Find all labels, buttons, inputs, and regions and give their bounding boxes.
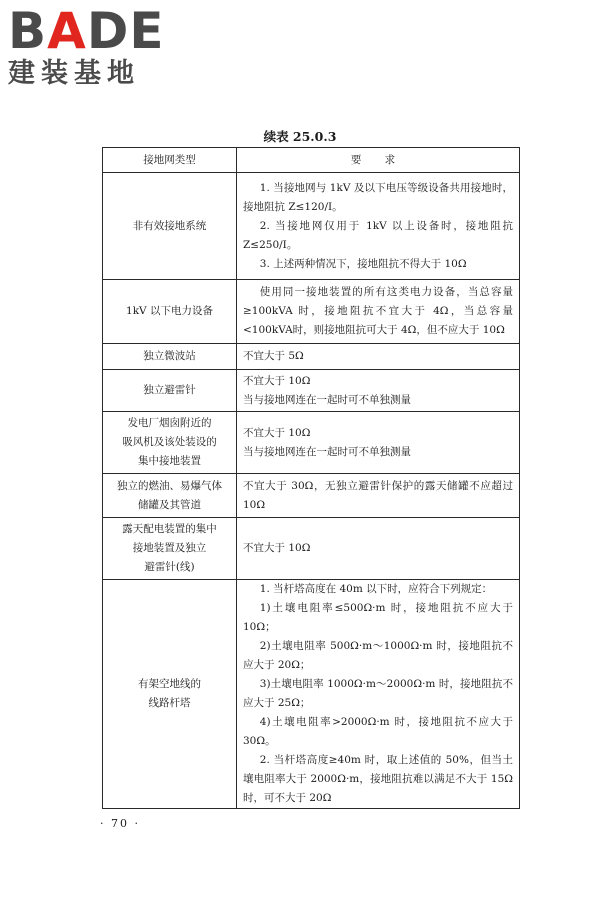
grounding-type-cell — [103, 518, 237, 580]
grounding-type-line: 吸风机及该处装设的 — [122, 436, 217, 448]
page-number: · 70 · — [100, 817, 140, 830]
table-row — [103, 370, 520, 412]
requirement-cell — [237, 518, 520, 580]
logo-wordmark: BADE — [8, 2, 165, 60]
table-row — [103, 344, 520, 370]
table-row — [103, 580, 520, 809]
requirement-line: 不宜大于 10Ω — [243, 426, 311, 439]
requirement-cell — [237, 173, 520, 280]
requirement-line: 1)土壤电阻率≤500Ω·m 时，接地阻抗不应大于 10Ω； — [243, 602, 513, 633]
grounding-type-cell — [103, 370, 237, 412]
table-caption: 续表 25.0.3 — [263, 129, 337, 144]
grounding-type-line: 露天配电装置的集中 — [122, 523, 217, 535]
requirement-line: 不宜大于 10Ω — [243, 542, 311, 554]
grounding-type-line: 避雷针(线) — [144, 561, 195, 573]
grounding-type-line: 独立的燃油、易爆气体 — [117, 479, 222, 492]
grounding-type-cell — [103, 280, 237, 344]
grounding-type-line: 线路杆塔 — [148, 697, 191, 709]
requirement-line: 当与接地网连在一起时可不单独测量 — [243, 393, 411, 406]
table-row — [103, 474, 520, 518]
grounding-type-cell — [103, 412, 237, 474]
requirement-cell — [237, 580, 520, 809]
requirement-line: 3)土壤电阻率 1000Ω·m～2000Ω·m 时，接地阻抗不应大于 25Ω； — [243, 678, 513, 709]
table-row — [103, 173, 520, 280]
requirement-line: 不宜大于 30Ω，无独立避雷针保护的露天储罐不应超过 10Ω — [243, 479, 513, 511]
requirement-line: 3. 上述两种情况下，接地阻抗不得大于 10Ω — [259, 257, 467, 270]
requirement-cell — [237, 344, 520, 370]
grounding-type-line: 集中接地装置 — [138, 455, 201, 467]
requirement-line: 1. 当杆塔高度在 40m 以下时，应符合下列规定： — [259, 583, 493, 595]
table-row — [103, 518, 520, 580]
requirement-line: 使用同一接地装置的所有这类电力设备，当总容量≥100kVA 时，接地阻抗不宜大于 4Ω，当总容量<100kVA时，则接地阻抗可大于 4Ω，但不应大于 10Ω — [243, 286, 513, 336]
grounding-type-line: 储罐及其管道 — [138, 498, 201, 511]
grounding-type-cell — [103, 173, 237, 280]
requirement-line: 不宜大于 10Ω — [243, 374, 311, 387]
brand-logo — [8, 2, 188, 90]
table-row — [103, 412, 520, 474]
logo-subtitle: 建装基地 — [8, 58, 140, 89]
grounding-type-line: 独立避雷针 — [143, 384, 196, 396]
grounding-type-line: 1kV 以下电力设备 — [126, 305, 213, 317]
grounding-type-line: 接地装置及独立 — [132, 542, 207, 554]
requirement-line: 2. 当杆塔高度≥40m 时，取上述值的 50%，但当土壤电阻率大于 2000Ω·m，接地阻抗难以满足不大于 15Ω 时，可不大于 20Ω — [243, 754, 513, 804]
requirement-line: 2. 当接地网仅用于 1kV 以上设备时，接地阻抗 Z≤250/I。 — [243, 219, 513, 251]
requirement-cell — [237, 474, 520, 518]
grounding-type-line: 非有效接地系统 — [132, 219, 207, 232]
grounding-table — [102, 147, 520, 809]
column-header-type: 接地网类型 — [103, 148, 237, 173]
column-header-requirement: 要 求 — [237, 148, 520, 173]
requirement-line: 1. 当接地网与 1kV 及以下电压等级设备共用接地时，接地阻抗 Z≤120/I。 — [243, 181, 513, 213]
requirement-line: 不宜大于 5Ω — [243, 350, 304, 362]
table-row — [103, 280, 520, 344]
requirement-cell — [237, 370, 520, 412]
table-header-row — [103, 148, 520, 173]
requirement-cell — [237, 280, 520, 344]
requirement-line: 4)土壤电阻率>2000Ω·m 时，接地阻抗不应大于 30Ω。 — [243, 716, 513, 747]
grounding-type-line: 有架空地线的 — [138, 678, 201, 690]
requirement-line: 当与接地网连在一起时可不单独测量 — [243, 445, 411, 458]
grounding-type-cell — [103, 580, 237, 809]
requirement-line: 2)土壤电阻率 500Ω·m～1000Ω·m 时，接地阻抗不应大于 20Ω； — [243, 640, 513, 671]
requirement-cell — [237, 412, 520, 474]
grounding-type-line: 独立微波站 — [143, 350, 196, 362]
grounding-type-line: 发电厂烟囱附近的 — [127, 417, 212, 429]
grounding-type-cell — [103, 344, 237, 370]
grounding-type-cell — [103, 474, 237, 518]
table-body — [103, 173, 520, 809]
logo-accent-letter: A — [47, 2, 87, 60]
